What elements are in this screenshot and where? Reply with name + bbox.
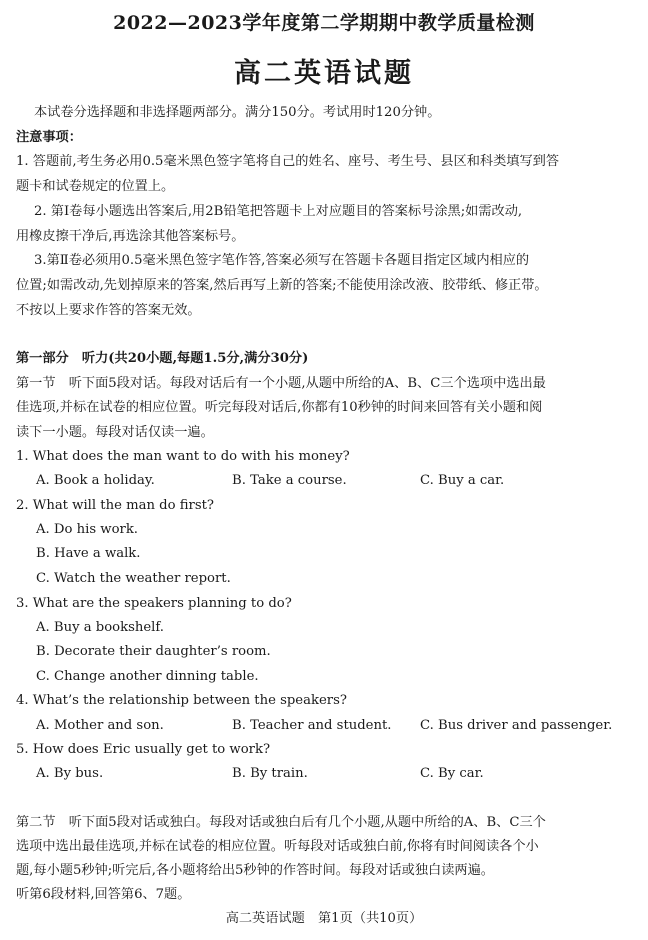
question-2-option-b: B. Have a walk. (36, 546, 141, 561)
question-3-stem: 3. What are the speakers planning to do? (16, 596, 292, 611)
section2-line-d: 听第6段材料,回答第6、7题。 (16, 887, 191, 902)
question-2-option-a: A. Do his work. (36, 522, 138, 537)
section2-line-b: 选项中选出最佳选项,并标在试卷的相应位置。听每段对话或独白前,你将有时间阅读各个小 (16, 839, 539, 854)
notice-heading: 注意事项： (16, 130, 82, 145)
section2-line-a: 第二节 听下面5段对话或独白。每段对话或独白后有几个小题,从题中所给的A、B、C三个 (16, 815, 546, 830)
note-3b: 位置;如需改动,先划掉原来的答案,然后再写上新的答案;不能使用涂改液、胶带纸、修正带。 (16, 278, 548, 293)
question-1-stem: 1. What does the man want to do with his money? (16, 449, 350, 464)
question-5-option-b: B. By train. (232, 766, 308, 781)
question-3-option-a: A. Buy a bookshelf. (36, 620, 164, 635)
question-2-stem: 2. What will the man do first? (16, 498, 214, 513)
note-3a: 3.第Ⅱ卷必须用0.5毫米黑色签字笔作答,答案必须写在答题卡各题目指定区域内相应的 (34, 253, 530, 268)
question-2-option-c: C. Watch the weather report. (36, 571, 231, 586)
question-4-stem: 4. What’s the relationship between the speakers? (16, 693, 347, 708)
paper-title: 高二英语试题 (234, 58, 414, 89)
note-2b: 用橡皮擦干净后,再选涂其他答案标号。 (16, 229, 245, 244)
note-2a: 2. 第Ⅰ卷每小题选出答案后,用2B铅笔把答题卡上对应题目的答案标号涂黑;如需改动, (34, 204, 523, 219)
question-5-option-c: C. By car. (420, 766, 484, 781)
note-1b: 题卡和试卷规定的位置上。 (16, 179, 175, 194)
question-4-option-b: B. Teacher and student. (232, 718, 392, 733)
question-3-option-b: B. Decorate their daughter’s room. (36, 644, 271, 659)
section2-line-c: 题,每小题5秒钟;听完后,各小题将给出5秒钟的作答时间。每段对话或独白读两遍。 (16, 863, 494, 878)
exam-title: 2022—2023学年度第二学期期中教学质量检测 (113, 12, 535, 34)
section1-line-a: 第一节 听下面5段对话。每段对话后有一个小题,从题中所给的A、B、C三个选项中选出最 (16, 376, 546, 391)
question-4-option-a: A. Mother and son. (36, 718, 164, 733)
note-3c: 不按以上要求作答的答案无效。 (16, 303, 201, 318)
note-1a: 1. 答题前,考生务必用0.5毫米黑色签字笔将自己的姓名、座号、考生号、县区和科类填写到答 (16, 154, 560, 169)
part1-heading: 第一部分 听力(共20小题,每题1.5分,满分30分) (16, 351, 309, 366)
page-footer: 高二英语试题 第1页（共10页） (225, 911, 423, 926)
section1-line-b: 佳选项,并标在试卷的相应位置。听完每段对话后,你都有10秒钟的时间来回答有关小题和阅 (16, 400, 543, 415)
intro-line: 本试卷分选择题和非选择题两部分。满分150分。考试用时120分钟。 (34, 105, 441, 120)
question-1-option-b: B. Take a course. (232, 473, 347, 488)
question-1-option-a: A. Book a holiday. (36, 473, 155, 488)
question-3-option-c: C. Change another dinning table. (36, 669, 259, 684)
question-4-option-c: C. Bus driver and passenger. (420, 718, 613, 733)
question-5-stem: 5. How does Eric usually get to work? (16, 742, 271, 757)
section1-line-c: 读下一小题。每段对话仅读一遍。 (16, 425, 214, 440)
question-1-option-c: C. Buy a car. (420, 473, 505, 488)
question-5-option-a: A. By bus. (36, 766, 104, 781)
